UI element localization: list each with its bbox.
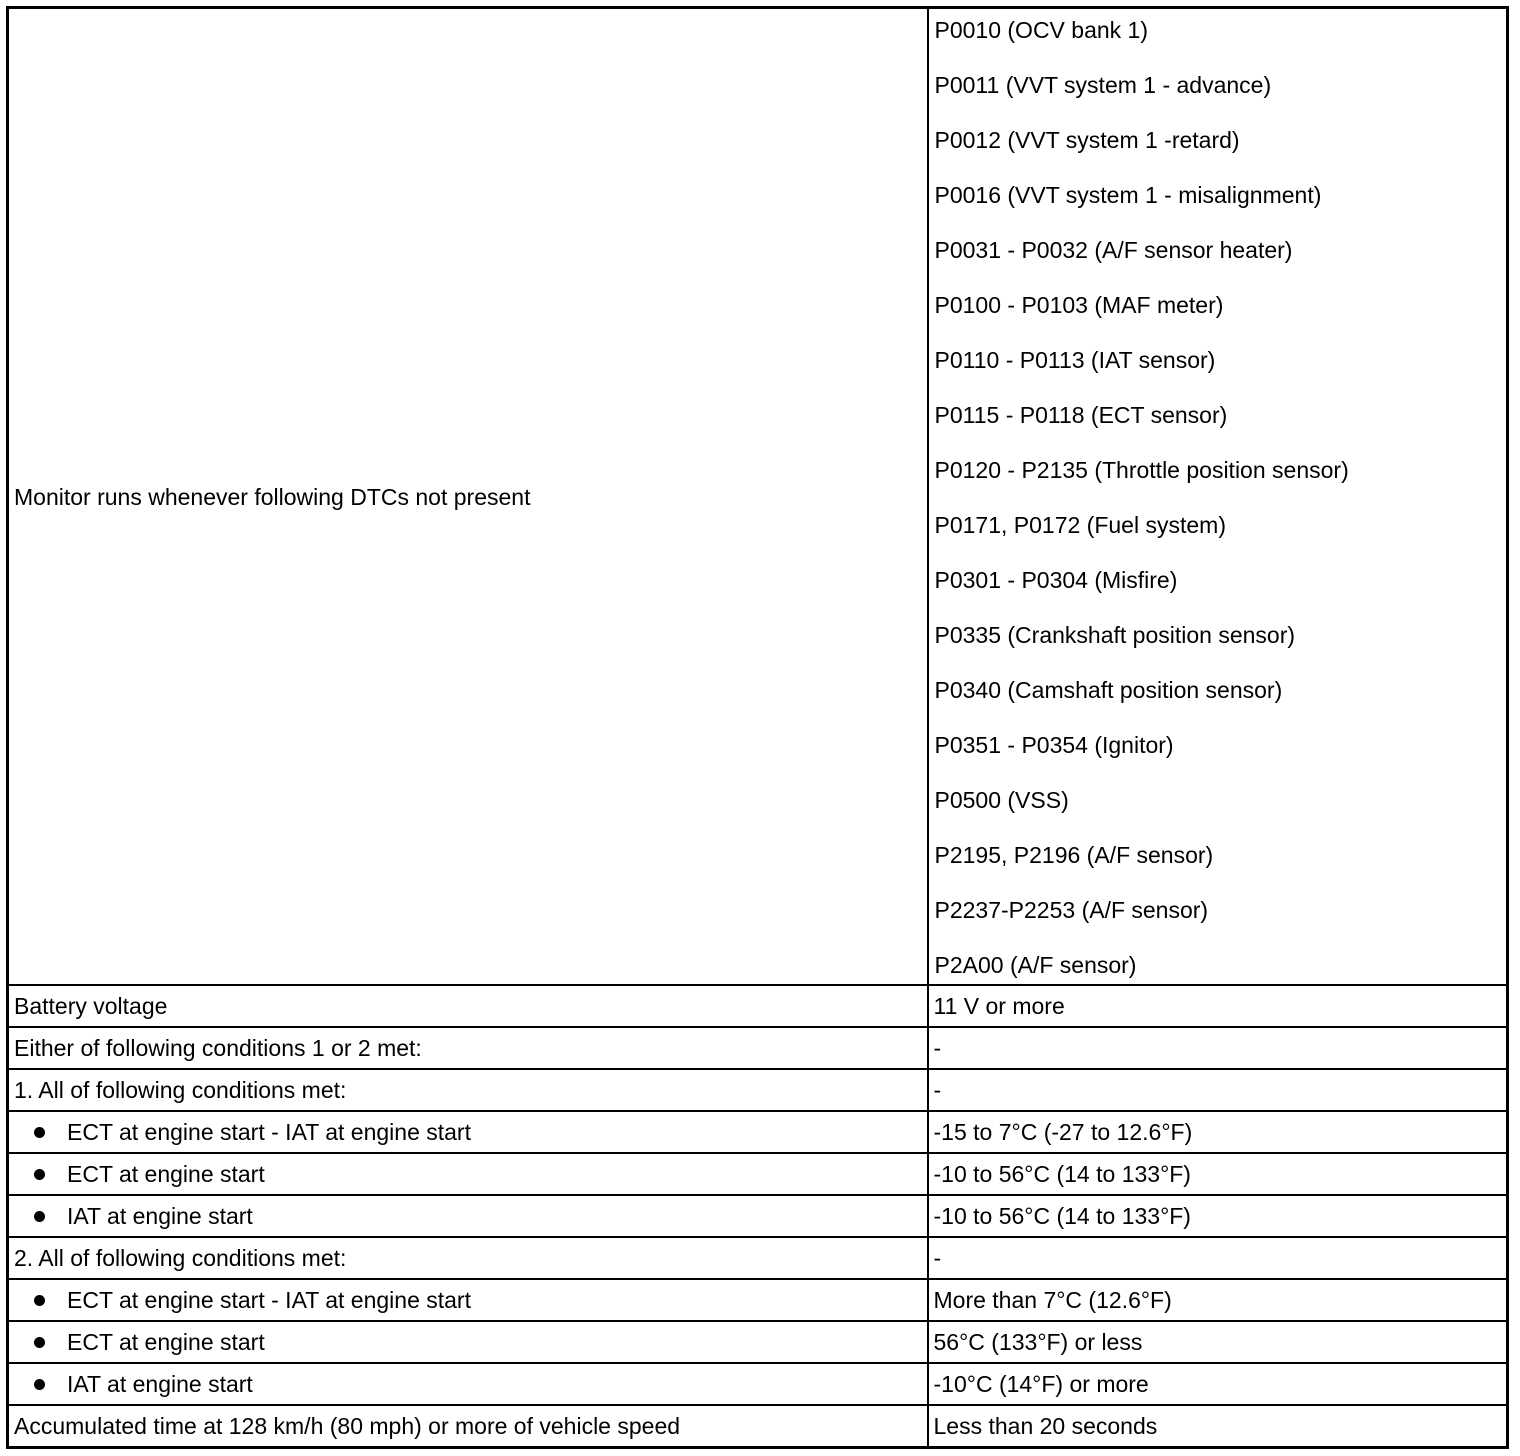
condition-value: - — [928, 1069, 1508, 1111]
bullet-icon — [34, 1337, 45, 1348]
condition-value: - — [928, 1027, 1508, 1069]
condition-value: Less than 20 seconds — [928, 1405, 1508, 1447]
dtc-item: P2A00 (A/F sensor) — [934, 952, 1137, 978]
condition-value: -10 to 56°C (14 to 133°F) — [928, 1195, 1508, 1237]
condition-label: ECT at engine start - IAT at engine start — [67, 1119, 471, 1145]
dtc-item: P0011 (VVT system 1 - advance) — [934, 72, 1272, 98]
condition-label: IAT at engine start — [67, 1203, 253, 1229]
condition-label: 2. All of following conditions met: — [14, 1245, 347, 1271]
table-row — [8, 1111, 1508, 1153]
condition-label-cell — [8, 1363, 928, 1405]
condition-label-cell — [8, 1069, 928, 1111]
condition-label: Either of following conditions 1 or 2 met: — [14, 1035, 422, 1061]
dtc-item: P2195, P2196 (A/F sensor) — [934, 842, 1214, 868]
table-row — [8, 1279, 1508, 1321]
table-body — [8, 8, 1508, 1448]
bulleted-condition — [14, 1161, 927, 1187]
condition-label-cell — [8, 1321, 928, 1363]
condition-label: ECT at engine start — [67, 1329, 265, 1355]
condition-value: 11 V or more — [928, 985, 1508, 1027]
condition-label-cell — [8, 1153, 928, 1195]
condition-label-cell — [8, 1237, 928, 1279]
condition-label: ECT at engine start - IAT at engine start — [67, 1287, 471, 1313]
bulleted-condition — [14, 1329, 927, 1355]
condition-label: Accumulated time at 128 km/h (80 mph) or more of vehicle speed — [14, 1412, 681, 1439]
bullet-icon — [34, 1127, 45, 1138]
dtc-item: P0120 - P2135 (Throttle position sensor) — [934, 457, 1349, 483]
dtc-item: P0171, P0172 (Fuel system) — [934, 512, 1226, 538]
dtc-item: P0115 - P0118 (ECT sensor) — [934, 402, 1228, 428]
condition-value: -10 to 56°C (14 to 133°F) — [928, 1153, 1508, 1195]
monitor-condition-label: Monitor runs whenever following DTCs not present — [8, 8, 928, 986]
bullet-icon — [34, 1379, 45, 1390]
table-row — [8, 1195, 1508, 1237]
dtc-list-cell — [928, 8, 1508, 986]
table-row-dtc-conditions — [8, 8, 1508, 986]
table-row — [8, 1069, 1508, 1111]
bulleted-condition — [14, 1119, 927, 1145]
dtc-item: P0500 (VSS) — [934, 787, 1069, 813]
dtc-list — [929, 9, 1507, 984]
table-row — [8, 1153, 1508, 1195]
dtc-item: P0110 - P0113 (IAT sensor) — [934, 347, 1216, 373]
table-row — [8, 1027, 1508, 1069]
condition-value: -10°C (14°F) or more — [928, 1363, 1508, 1405]
condition-label-cell — [8, 1405, 928, 1447]
condition-value: More than 7°C (12.6°F) — [928, 1279, 1508, 1321]
condition-value: -15 to 7°C (-27 to 12.6°F) — [928, 1111, 1508, 1153]
dtc-item: P0016 (VVT system 1 - misalignment) — [934, 182, 1322, 208]
table-row — [8, 1237, 1508, 1279]
dtc-item: P0100 - P0103 (MAF meter) — [934, 292, 1224, 318]
bulleted-condition — [14, 1287, 927, 1313]
bullet-icon — [34, 1211, 45, 1222]
condition-label: 1. All of following conditions met: — [14, 1077, 347, 1103]
table-row — [8, 1321, 1508, 1363]
condition-label-cell — [8, 1027, 928, 1069]
table-row — [8, 985, 1508, 1027]
dtc-item: P0010 (OCV bank 1) — [934, 17, 1149, 43]
bulleted-condition — [14, 1371, 927, 1397]
dtc-item: P2237-P2253 (A/F sensor) — [934, 897, 1209, 923]
monitor-conditions-table — [6, 6, 1509, 1449]
condition-label-cell — [8, 1111, 928, 1153]
dtc-item: P0301 - P0304 (Misfire) — [934, 567, 1178, 593]
condition-label: IAT at engine start — [67, 1371, 253, 1397]
dtc-item: P0031 - P0032 (A/F sensor heater) — [934, 237, 1293, 263]
condition-label-cell — [8, 1279, 928, 1321]
condition-label-cell — [8, 985, 928, 1027]
dtc-item: P0012 (VVT system 1 -retard) — [934, 127, 1240, 153]
condition-label: Battery voltage — [14, 993, 168, 1019]
condition-value: - — [928, 1237, 1508, 1279]
dtc-item: P0335 (Crankshaft position sensor) — [934, 622, 1296, 648]
bullet-icon — [34, 1295, 45, 1306]
table-row — [8, 1405, 1508, 1447]
condition-value: 56°C (133°F) or less — [928, 1321, 1508, 1363]
table-row — [8, 1363, 1508, 1405]
bullet-icon — [34, 1169, 45, 1180]
bulleted-condition — [14, 1203, 927, 1229]
dtc-item: P0351 - P0354 (Ignitor) — [934, 732, 1174, 758]
condition-label: ECT at engine start — [67, 1161, 265, 1187]
condition-label-cell — [8, 1195, 928, 1237]
dtc-item: P0340 (Camshaft position sensor) — [934, 677, 1283, 703]
